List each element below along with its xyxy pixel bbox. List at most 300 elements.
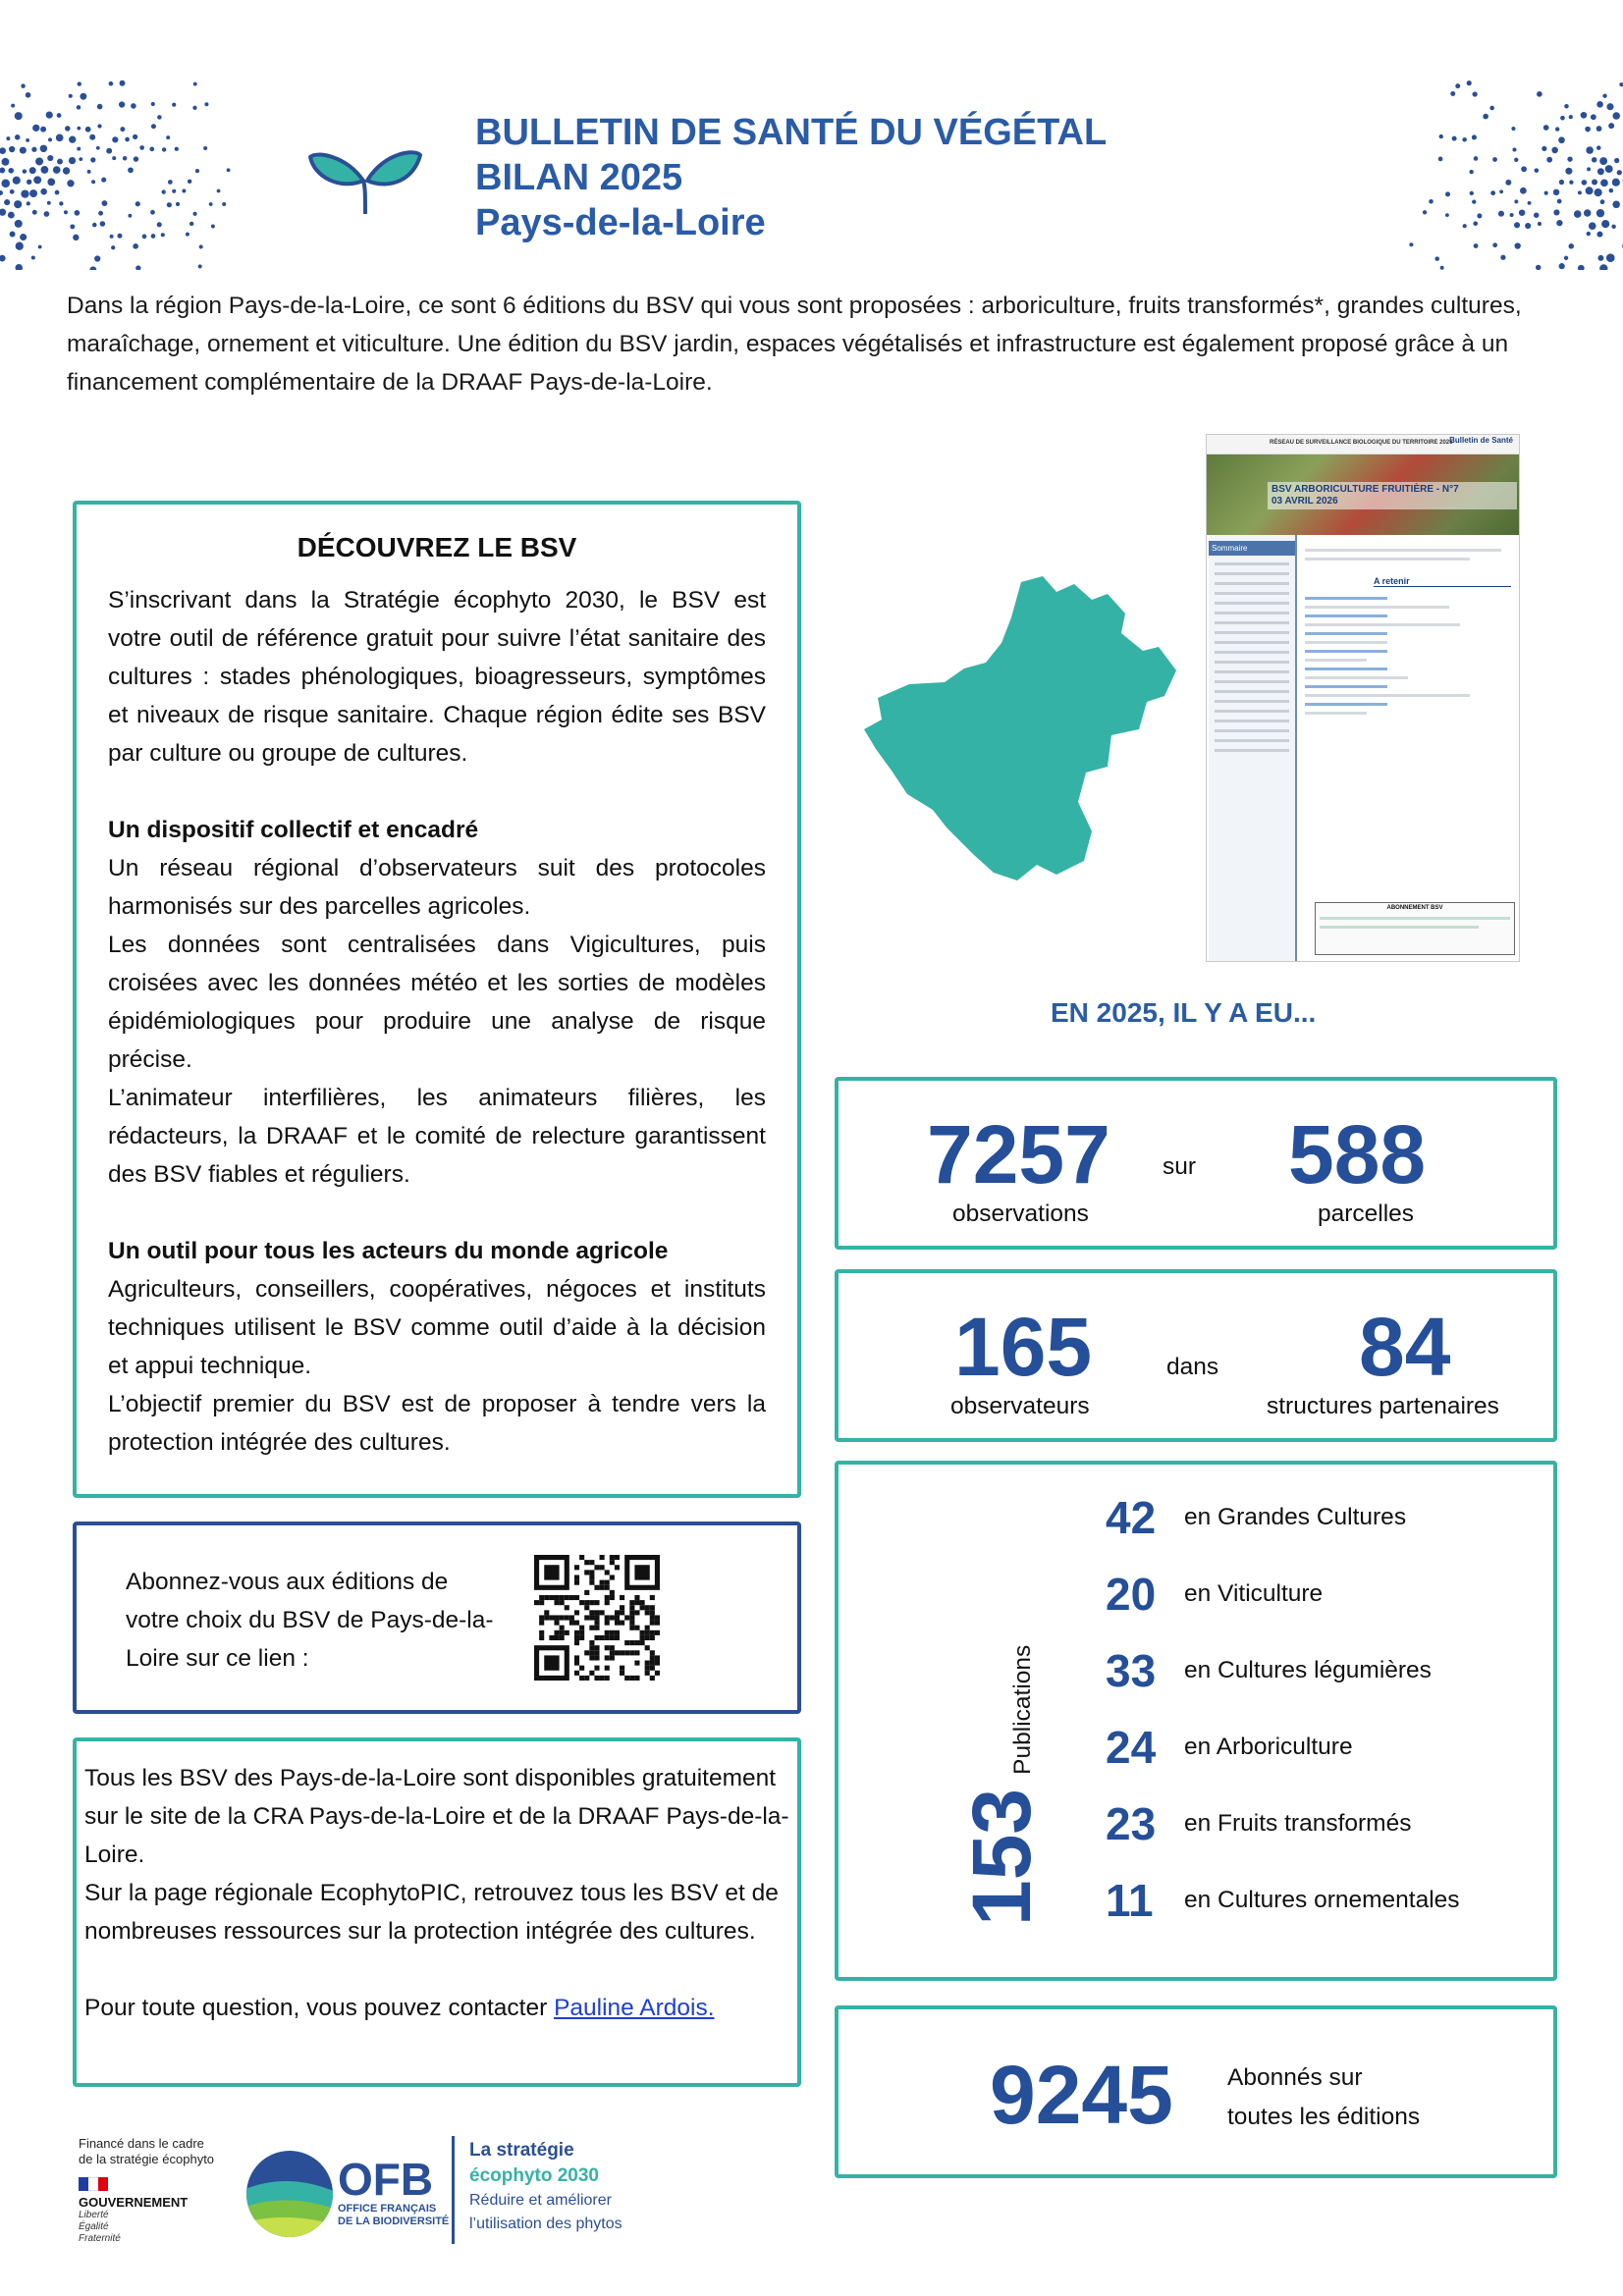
decorative-dot <box>69 157 76 164</box>
ofb-acronym: OFB <box>338 2154 434 2205</box>
publications-label: Publications <box>1009 1644 1036 1775</box>
decorative-dot <box>0 255 6 262</box>
decorative-dot <box>89 266 96 270</box>
decorative-dot <box>172 103 176 107</box>
decorative-dot <box>31 256 35 260</box>
decorative-dot <box>1614 158 1619 163</box>
connector-sur: sur <box>1163 1153 1197 1180</box>
year-headline: EN 2025, IL Y A EU... <box>1051 997 1317 1028</box>
decorative-dot <box>15 264 23 270</box>
decorative-dot <box>1438 157 1443 162</box>
decorative-dot <box>1587 167 1591 171</box>
decorative-dots-right <box>1392 79 1623 270</box>
decorative-dot <box>97 104 103 110</box>
decorative-dot <box>1544 191 1548 195</box>
decorative-dot <box>13 177 21 185</box>
decorative-dot <box>176 202 180 206</box>
thumb-edition: BSV ARBORICULTURE FRUITIÈRE - N°7 <box>1271 484 1459 495</box>
decorative-dot <box>1596 145 1601 150</box>
decorative-dot <box>1560 116 1565 121</box>
decorative-dot <box>1612 179 1620 187</box>
decorative-dot <box>94 255 100 261</box>
contact-link[interactable]: Pauline Ardois. <box>554 1995 715 2021</box>
decorative-dot <box>87 170 91 174</box>
decorative-dot <box>55 190 60 195</box>
decorative-dot <box>0 168 5 174</box>
decorative-dot <box>1429 199 1434 204</box>
decorative-dot <box>29 189 37 197</box>
contact-line <box>84 1989 789 2027</box>
decorative-dot <box>57 159 63 165</box>
decorative-dot <box>117 234 122 239</box>
qr-code-icon[interactable] <box>534 1555 660 1681</box>
decorative-dot <box>167 202 172 207</box>
funded-line-1: Financé dans le cadre <box>79 2136 204 2151</box>
observations-value: 7257 <box>927 1108 1110 1201</box>
parcelles-value: 588 <box>1288 1108 1427 1201</box>
strategy-line-2: écophyto 2030 <box>469 2165 599 2186</box>
government-logo <box>79 2177 188 2245</box>
decorative-dot <box>31 147 36 152</box>
decorative-dot <box>1596 101 1603 108</box>
decorative-dot <box>1574 210 1582 218</box>
decorative-dot <box>1520 187 1527 194</box>
decorative-dot <box>10 189 15 194</box>
decorative-dot <box>64 210 68 214</box>
title-line-2: BILAN 2025 <box>475 157 683 198</box>
decorative-dot <box>1492 157 1497 162</box>
decorative-dot <box>21 83 25 87</box>
decorative-dot <box>162 189 166 193</box>
decorative-dot <box>1450 91 1455 96</box>
footer-divider <box>452 2136 455 2244</box>
publication-count: 42 <box>1106 1492 1157 1543</box>
decorative-dot <box>77 147 81 151</box>
decorative-dot <box>1601 220 1609 228</box>
decorative-dot <box>1452 136 1457 141</box>
decorative-dot <box>1596 126 1602 132</box>
decorative-dot <box>8 168 14 174</box>
decorative-dot <box>139 145 144 150</box>
all-bsv-box <box>73 1737 801 2087</box>
decorative-dot <box>150 210 155 215</box>
decorative-dot <box>1582 180 1588 186</box>
thumb-brand-line-1: Bulletin de Santé <box>1449 436 1513 445</box>
decorative-dot <box>92 223 97 228</box>
pays-de-la-loire-map <box>864 574 1198 888</box>
decorative-dot <box>0 209 6 216</box>
decorative-dot <box>1556 220 1562 226</box>
decorative-dot <box>85 127 91 133</box>
decorative-dot <box>32 210 37 215</box>
decorative-dot <box>57 113 62 118</box>
decorative-dot <box>1510 213 1514 217</box>
decorative-dot <box>112 156 116 160</box>
all-bsv-paragraph-1: Tous les BSV des Pays-de-la-Loire sont disponibles gratuitement sur le site de la CRA Pays-de-la-Loire et de la DRAAF Pays-de-la-Loire. <box>84 1765 789 1868</box>
decorative-dot <box>1564 104 1569 109</box>
decorative-dot <box>4 199 10 205</box>
decorative-dot <box>1439 134 1443 138</box>
thumb-date: 03 AVRIL 2026 <box>1271 496 1338 507</box>
decorative-dot <box>227 168 231 172</box>
publications-total <box>954 1645 1050 1926</box>
publication-count: 11 <box>1106 1875 1154 1926</box>
decorative-dot <box>109 81 114 86</box>
decorative-dot <box>189 222 193 226</box>
decorative-dot <box>111 245 115 249</box>
thumb-edition-title <box>1268 482 1517 509</box>
decorative-dot <box>1463 224 1467 228</box>
decorative-dot <box>56 134 64 142</box>
observations-label: observations <box>952 1201 1089 1227</box>
decorative-dot <box>0 147 6 154</box>
decorative-dot <box>29 167 36 174</box>
decorative-dot <box>123 156 127 160</box>
decorative-dot <box>222 202 226 206</box>
decorative-dot <box>14 200 22 208</box>
decorative-dot <box>1596 232 1602 238</box>
decorative-dot <box>125 137 130 142</box>
decorative-dot <box>1511 127 1515 131</box>
discover-title: DÉCOUVREZ LE BSV <box>297 532 577 562</box>
decorative-dot <box>69 94 73 98</box>
decorative-dot <box>1597 255 1603 261</box>
decorative-dot <box>1609 188 1614 193</box>
decorative-dot <box>23 169 27 174</box>
stat-observations-box <box>835 1077 1557 1250</box>
decorative-dot <box>1586 146 1594 154</box>
decorative-dot <box>1514 222 1520 228</box>
abonnes-label-line-2: toutes les éditions <box>1227 2104 1421 2130</box>
decorative-dot <box>199 244 203 248</box>
publication-count: 23 <box>1106 1798 1157 1849</box>
decorative-dot <box>38 245 42 249</box>
decorative-dot <box>1472 199 1476 203</box>
publication-count: 20 <box>1106 1569 1157 1620</box>
decorative-dot <box>40 127 46 133</box>
decorative-dot <box>35 157 43 165</box>
decorative-dot <box>2 158 10 166</box>
discover-subtitle-tool: Un outil pour tous les acteurs du monde agricole <box>108 1238 669 1264</box>
leaf-logo-icon <box>306 137 424 216</box>
decorative-dot <box>73 235 79 240</box>
decorative-dot <box>151 102 155 106</box>
decorative-dot <box>1473 91 1478 96</box>
strategy-line-3: Réduire et améliorer <box>469 2192 612 2209</box>
decorative-dot <box>102 200 108 206</box>
discover-subtitle-collective: Un dispositif collectif et encadré <box>108 817 479 843</box>
decorative-dot <box>134 156 138 161</box>
decorative-dot <box>195 169 199 173</box>
decorative-dot <box>1499 189 1503 193</box>
decorative-dot <box>101 178 106 183</box>
decorative-dot <box>63 167 70 174</box>
decorative-dot <box>1553 189 1560 196</box>
decorative-dot <box>20 147 27 154</box>
discover-paragraph-4: L’animateur interfilières, les animateurs filières, les rédacteurs, la DRAAF et le comité de relecture garantissent des BSV fiables et réguliers. <box>108 1085 766 1188</box>
publication-row <box>1106 1871 1460 1930</box>
decorative-dot <box>186 233 189 237</box>
french-flag-icon <box>79 2177 108 2191</box>
decorative-dot <box>1546 157 1552 163</box>
decorative-dot <box>77 105 81 110</box>
decorative-dot <box>1474 156 1479 161</box>
intro-paragraph: Dans la région Pays-de-la-Loire, ce sont 6 éditions du BSV qui vous sont proposées : arboriculture, fruits transformés*, grandes cultures, maraîchage, ornement et viticulture. Une édition du BSV jardin, espaces végétalisés et infrastructure est également proposé grâce à un financement complémentaire de la DRAAF Pays-de-la-Loire. <box>67 293 1522 396</box>
publication-row <box>1106 1641 1432 1700</box>
decorative-dot <box>204 102 208 106</box>
decorative-dot <box>16 242 24 250</box>
decorative-dot <box>1525 223 1531 229</box>
decorative-dot <box>98 211 103 216</box>
decorative-dot <box>151 234 156 239</box>
bulletin-title <box>475 110 1107 245</box>
decorative-dot <box>6 136 10 140</box>
decorative-dot <box>1596 209 1604 217</box>
decorative-dot <box>168 180 173 185</box>
decorative-dot <box>1535 168 1540 173</box>
decorative-dot <box>8 212 15 219</box>
decorative-dot <box>26 92 31 98</box>
decorative-dot <box>1617 170 1622 175</box>
decorative-dot <box>40 188 47 195</box>
decorative-dot <box>1608 123 1614 129</box>
publication-count: 24 <box>1106 1722 1157 1773</box>
decorative-dot <box>69 136 76 143</box>
decorative-dot <box>157 222 162 227</box>
decorative-dot <box>1483 114 1488 120</box>
decorative-dot <box>1467 80 1472 85</box>
decorative-dot <box>1584 209 1591 216</box>
decorative-dot <box>1595 188 1602 196</box>
decorative-dot <box>65 126 70 131</box>
decorative-dot <box>10 232 16 238</box>
decorative-dot <box>198 264 202 268</box>
decorative-dot <box>77 127 81 131</box>
funded-note <box>79 2136 214 2167</box>
decorative-dot <box>133 134 137 139</box>
decorative-dot <box>192 212 196 216</box>
bsv-bulletin-thumbnail <box>1206 434 1520 962</box>
publication-label: en Fruits transformés <box>1184 1810 1412 1837</box>
decorative-dot <box>120 80 126 86</box>
decorative-dot <box>133 243 138 249</box>
publications-value: 153 <box>955 1788 1048 1926</box>
decorative-dot <box>110 235 114 239</box>
decorative-dot <box>1514 199 1518 203</box>
decorative-dot <box>0 190 3 195</box>
strategy-line-4: l’utilisation des phytos <box>469 2216 622 2232</box>
decorative-dots-left <box>0 79 231 270</box>
decorative-dot <box>100 221 106 227</box>
subscribe-text: Abonnez-vous aux éditions de votre choix du BSV de Pays-de-la-Loire sur ce lien : <box>126 1569 494 1672</box>
decorative-dot <box>1612 112 1620 120</box>
strategy-line-1: La stratégie <box>469 2140 574 2161</box>
decorative-dot <box>162 147 166 151</box>
thumb-abonnement: ABONNEMENT BSV <box>1386 905 1443 911</box>
decorative-dot <box>15 220 23 228</box>
observateurs-value: 165 <box>954 1301 1093 1393</box>
decorative-dot <box>1567 156 1572 161</box>
decorative-dot <box>217 189 221 193</box>
government-label: GOUVERNEMENT <box>79 2195 189 2210</box>
subscribe-box <box>73 1522 801 1714</box>
publication-label: en Cultures légumières <box>1184 1657 1432 1683</box>
decorative-dot <box>1565 168 1572 175</box>
publication-label: en Grandes Cultures <box>1184 1504 1407 1530</box>
decorative-dot <box>1498 211 1504 217</box>
decorative-dot <box>53 166 61 174</box>
decorative-dot <box>40 166 48 174</box>
publication-label: en Arboriculture <box>1184 1734 1353 1760</box>
decorative-dot <box>27 180 31 185</box>
decorative-dot <box>1514 158 1518 162</box>
connector-dans: dans <box>1166 1354 1219 1380</box>
decorative-dot <box>1492 242 1497 247</box>
decorative-dot <box>78 81 81 85</box>
decorative-dot <box>1409 242 1413 246</box>
decorative-dot <box>112 136 118 142</box>
decorative-dot <box>21 189 28 197</box>
publication-label: en Cultures ornementales <box>1184 1887 1460 1913</box>
stat-publications-box <box>835 1461 1557 1981</box>
decorative-dot <box>135 201 140 206</box>
contact-prefix: Pour toute question, vous pouvez contacter <box>84 1995 555 2021</box>
decorative-dot <box>1587 232 1591 236</box>
ofb-wordmark <box>338 2156 449 2228</box>
decorative-dot <box>40 145 47 152</box>
thumb-main <box>1305 543 1511 721</box>
decorative-dot <box>1 180 10 188</box>
decorative-dot <box>67 180 74 187</box>
motto-fraternite: Fraternité <box>79 2233 121 2244</box>
discover-paragraph-5: Agriculteurs, conseillers, coopératives, négoces et instituts techniques utilisent le BSV comme outil d’aide à la décision et appui technique. <box>108 1276 766 1379</box>
decorative-dot <box>33 176 41 184</box>
decorative-dot <box>15 112 23 120</box>
decorative-dot <box>1505 180 1511 186</box>
decorative-dot <box>188 180 191 184</box>
decorative-dot <box>1600 179 1608 187</box>
decorative-dot <box>1597 168 1604 175</box>
decorative-dot <box>149 147 154 152</box>
decorative-dot <box>70 224 75 229</box>
ofb-line-1: OFFICE FRANÇAIS <box>338 2203 437 2215</box>
decorative-dot <box>47 179 55 187</box>
thumb-sommaire: Sommaire <box>1209 541 1295 556</box>
publication-row <box>1106 1565 1323 1624</box>
decorative-dot <box>96 146 100 150</box>
decorative-dot <box>1606 103 1613 110</box>
decorative-dot <box>1551 147 1558 154</box>
decorative-dot <box>209 202 213 206</box>
abonnes-value: 9245 <box>990 2049 1173 2141</box>
discover-box <box>73 501 801 1498</box>
decorative-dot <box>1602 94 1606 98</box>
decorative-dot <box>131 103 136 109</box>
discover-paragraph-3: Les données sont centralisées dans Vigicultures, puis croisées avec les données météo et les sorties de modèles épidémiologiques pour produire une analyse de risque précise. <box>108 932 766 1073</box>
observateurs-label: observateurs <box>950 1393 1090 1419</box>
decorative-dot <box>135 265 140 270</box>
structures-value: 84 <box>1359 1301 1451 1393</box>
decorative-dot <box>1619 82 1623 86</box>
decorative-dot <box>1500 255 1505 260</box>
decorative-dot <box>1578 190 1582 194</box>
decorative-dot <box>157 115 162 120</box>
decorative-dot <box>79 157 82 161</box>
ofb-emblem-icon <box>245 2150 334 2238</box>
decorative-dot <box>44 211 50 217</box>
publication-row <box>1106 1718 1353 1777</box>
decorative-dot <box>1559 263 1565 269</box>
stat-subscribers-box <box>835 2005 1557 2178</box>
publication-count: 33 <box>1106 1645 1157 1696</box>
discover-paragraph-2: Un réseau régional d’observateurs suit des protocoles harmonisés sur des parcelles agricoles. <box>108 855 766 920</box>
decorative-dot <box>142 235 147 240</box>
thumb-network: RÉSEAU DE SURVEILLANCE BIOLOGIQUE DU TERRITOIRE 2026 <box>1270 440 1453 446</box>
motto-liberte: Liberté <box>79 2210 109 2220</box>
publication-row <box>1106 1794 1411 1853</box>
decorative-dot <box>1462 137 1467 142</box>
decorative-dot <box>1599 264 1607 270</box>
decorative-dot <box>1473 221 1478 226</box>
decorative-dot <box>193 82 197 86</box>
thumb-sidebar <box>1209 535 1297 961</box>
abonnes-label-line-1: Abonnés sur <box>1227 2064 1363 2091</box>
decorative-dot <box>91 180 95 184</box>
decorative-dot <box>1472 134 1477 139</box>
decorative-dot <box>1605 165 1613 173</box>
decorative-dot <box>128 214 132 218</box>
decorative-dot <box>166 135 170 139</box>
decorative-dot <box>47 201 51 205</box>
decorative-dot <box>182 188 186 192</box>
discover-paragraph-1: S’inscrivant dans la Stratégie écophyto 2030, le BSV est votre outil de référence gratuit pour suivre l’état sanitaire des cultures : stades phénologiques, bioagresseurs, symptômes et niveaux de risque sanitaire. Chaque région édite ses BSV par culture ou groupe de cultures. <box>108 587 766 767</box>
decorative-dot <box>1440 266 1444 270</box>
decorative-dot <box>1445 213 1449 217</box>
decorative-dot <box>172 189 176 193</box>
ofb-line-2: DE LA BIODIVERSITÉ <box>338 2216 450 2227</box>
decorative-dot <box>106 148 112 154</box>
decorative-dot <box>1569 115 1573 119</box>
decorative-dot <box>1586 187 1594 194</box>
decorative-dot <box>1559 180 1564 185</box>
decorative-dot <box>1528 201 1532 205</box>
decorative-dot <box>1557 199 1562 204</box>
decorative-dot <box>20 234 27 240</box>
decorative-dot <box>1606 253 1615 262</box>
decorative-dot <box>1519 209 1525 215</box>
decorative-dot <box>1543 125 1549 131</box>
decorative-dot <box>1434 256 1439 261</box>
decorative-dot <box>1542 146 1546 151</box>
motto-egalite: Égalité <box>79 2221 109 2232</box>
title-line-1: BULLETIN DE SANTÉ DU VÉGÉTAL <box>475 112 1108 153</box>
decorative-dot <box>26 138 29 142</box>
decorative-dot <box>1521 166 1527 172</box>
decorative-dot <box>1490 190 1495 195</box>
decorative-dot <box>1599 157 1607 165</box>
ecophyto-strategy-logo <box>469 2138 622 2236</box>
decorative-dot <box>1536 265 1542 270</box>
decorative-dot <box>1538 222 1542 226</box>
decorative-dot <box>1581 112 1588 119</box>
decorative-dot <box>1489 106 1494 111</box>
decorative-dot <box>1558 136 1565 143</box>
decorative-dot <box>1585 127 1591 133</box>
decorative-dot <box>1591 114 1596 120</box>
decorative-dot <box>1612 200 1620 208</box>
decorative-dot <box>80 93 86 100</box>
decorative-dot <box>15 134 21 140</box>
